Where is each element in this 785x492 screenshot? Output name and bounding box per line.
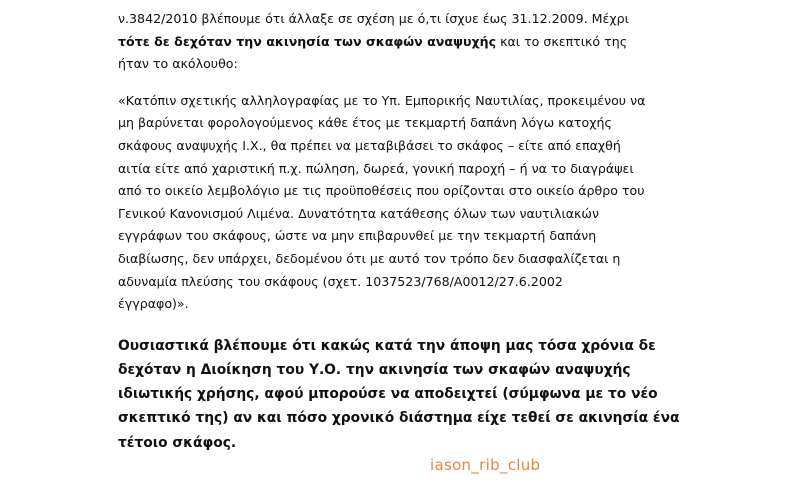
- intro-emphasis: τότε δε δεχόταν την ακινησία των σκαφών αναψυχής: [118, 33, 497, 49]
- quote-line: από το οικείο λεμβολόγιο με τις προϋποθέσεις που ορίζονται στο οικείο άρθρο του: [118, 183, 645, 199]
- quote-line: μη βαρύνεται φορολογούμενος κάθε έτος με τεκμαρτή δαπάνη λόγω κατοχής: [118, 115, 612, 131]
- quote-line: έγγραφο)».: [118, 296, 189, 312]
- conclusion-paragraph: [118, 334, 680, 455]
- conclusion-line: ιδιωτικής χρήσης, αφού μπορούσε να αποδειχτεί (σύμφωνα με το νέο: [118, 386, 658, 403]
- document-body: [118, 8, 680, 455]
- quoted-paragraph: [118, 90, 658, 316]
- quote-line: σκάφους αναψυχής Ι.Χ., θα πρέπει να μεταβιβάσει το σκάφος – είτε από επαχθή: [118, 137, 621, 153]
- quote-line: αιτία είτε από χαριστική π.χ. πώληση, δωρεά, γονική παροχή – ή να το διαγράψει: [118, 160, 634, 176]
- watermark-text: iason_rib_club: [430, 456, 541, 474]
- quote-line: «Κατόπιν σχετικής αλληλογραφίας με το Υπ. Εμπορικής Ναυτιλίας, προκειμένου να: [118, 92, 646, 108]
- quote-line: διαβίωσης, δεν υπάρχει, δεδομένου ότι με αυτό τον τρόπο δεν διασφαλίζεται η: [118, 250, 621, 266]
- intro-paragraph: [118, 8, 658, 76]
- conclusion-line: δεχόταν η Διοίκηση του Υ.Ο. την ακινησία των σκαφών αναψυχής: [118, 361, 631, 378]
- intro-text: και το σκεπτικό της: [496, 33, 628, 49]
- quote-line: αδυναμία πλεύσης του σκάφους (σχετ. 1037523/768/Α0012/27.6.2002: [118, 273, 563, 289]
- intro-line: ν.3842/2010 βλέπουμε ότι άλλαξε σε σχέση με ό,τι ίσχυε έως 31.12.2009. Μέχρι: [118, 11, 629, 26]
- quote-line: εγγράφων του σκάφους, ώστε να μην επιβαρυνθεί με την τεκμαρτή δαπάνη: [118, 228, 597, 244]
- conclusion-line: τέτοιο σκάφος.: [118, 434, 237, 451]
- intro-line: ήταν το ακόλουθο:: [118, 56, 238, 72]
- quote-line: Γενικού Κανονισμού Λιμένα. Δυνατότητα κατάθεσης όλων των ναυτιλιακών: [118, 205, 600, 221]
- conclusion-line: σκεπτικό της) αν και πόσο χρονικό διάστημα είχε τεθεί σε ακινησία ένα: [118, 410, 680, 427]
- intro-line: [118, 31, 658, 54]
- conclusion-line: Ουσιαστικά βλέπουμε ότι κακώς κατά την άποψη μας τόσα χρόνια δε: [118, 337, 656, 354]
